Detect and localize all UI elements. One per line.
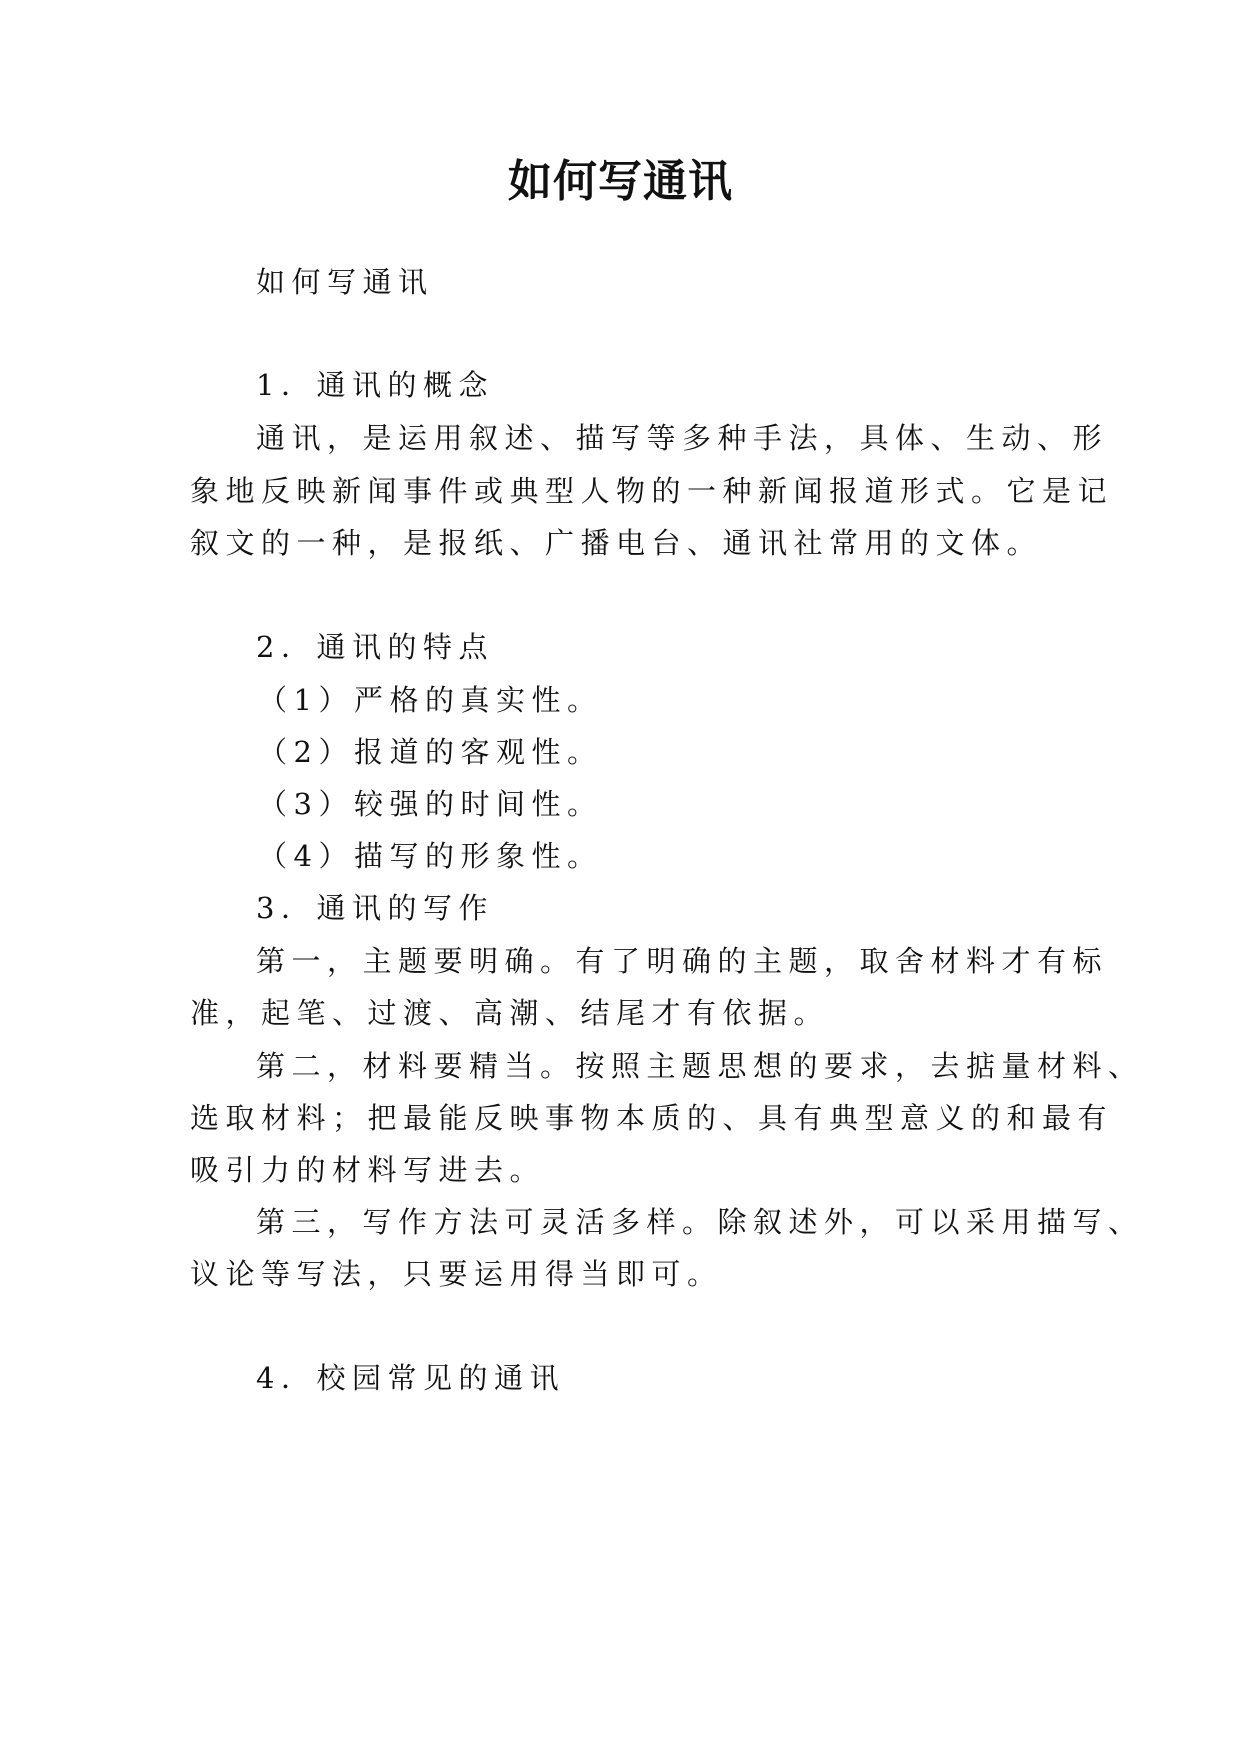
section-1-paragraph-line: 叙文的一种，是报纸、广播电台、通讯社常用的文体。 <box>190 526 1043 560</box>
section-3-paragraph-line: 吸引力的材料写进去。 <box>190 1153 546 1187</box>
document-subtitle: 如何写通讯 <box>256 265 434 299</box>
list-item: （1）严格的真实性。 <box>258 683 603 717</box>
section-3-paragraph-line: 第三，写作方法可灵活多样。除叙述外，可以采用描写、 <box>256 1205 1144 1239</box>
section-1-heading: 1．通讯的概念 <box>256 368 494 402</box>
section-4-heading: 4．校园常见的通讯 <box>256 1361 565 1395</box>
list-item: （4）描写的形象性。 <box>258 839 603 873</box>
section-2-heading: 2．通讯的特点 <box>256 630 494 664</box>
list-item: （3）较强的时间性。 <box>258 787 603 821</box>
section-3-paragraph-line: 选取材料；把最能反映事物本质的、具有典型意义的和最有 <box>190 1101 1114 1135</box>
section-1-paragraph-line: 通讯，是运用叙述、描写等多种手法，具体、生动、形 <box>256 421 1109 455</box>
section-3-paragraph-line: 准，起笔、过渡、高潮、结尾才有依据。 <box>190 996 830 1030</box>
document-title: 如何写通讯 <box>508 156 733 207</box>
section-3-paragraph-line: 第一，主题要明确。有了明确的主题，取舍材料才有标 <box>256 944 1109 978</box>
section-3-heading: 3．通讯的写作 <box>256 891 494 925</box>
section-3-paragraph-line: 第二，材料要精当。按照主题思想的要求，去掂量材料、 <box>256 1049 1144 1083</box>
section-1-paragraph-line: 象地反映新闻事件或典型人物的一种新闻报道形式。它是记 <box>190 474 1114 508</box>
list-item: （2）报道的客观性。 <box>258 735 603 769</box>
section-3-paragraph-line: 议论等写法，只要运用得当即可。 <box>190 1257 723 1291</box>
